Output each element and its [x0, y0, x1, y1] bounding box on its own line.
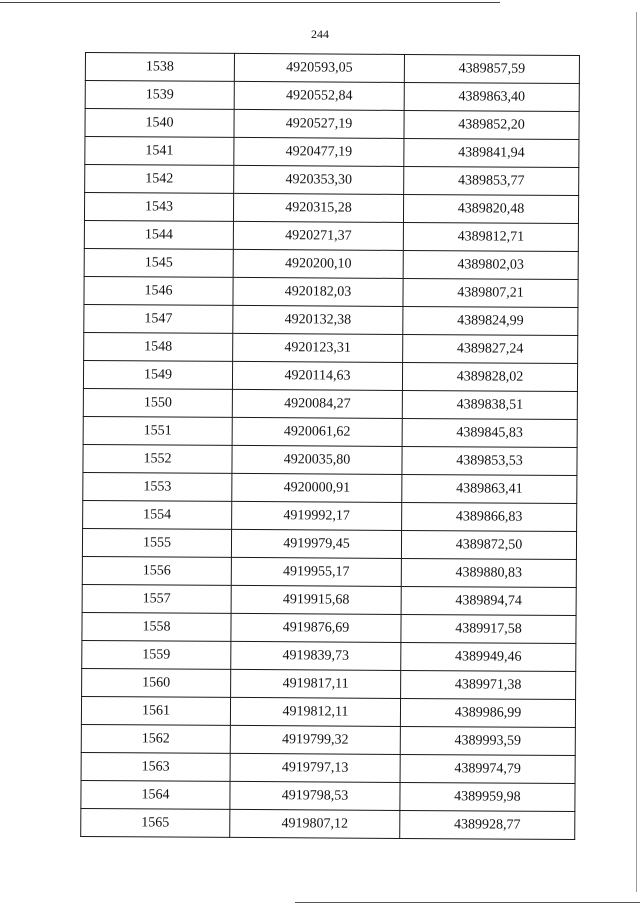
x-coordinate-cell: 4919807,12 — [230, 809, 400, 838]
x-coordinate-cell: 4919979,45 — [231, 529, 401, 558]
table-row — [83, 388, 577, 419]
x-coordinate-cell: 4920035,80 — [232, 445, 402, 474]
table-row — [85, 137, 579, 168]
page-number: 244 — [311, 27, 329, 41]
table-row — [82, 640, 576, 671]
y-coordinate-cell: 4389974,79 — [400, 754, 575, 783]
y-coordinate-cell: 4389993,59 — [400, 726, 575, 755]
x-coordinate-cell: 4920271,37 — [233, 221, 403, 250]
table-row — [85, 53, 579, 84]
point-number-cell: 1542 — [85, 165, 234, 194]
y-coordinate-cell: 4389845,83 — [402, 418, 577, 447]
y-coordinate-cell: 4389828,02 — [402, 362, 577, 391]
table-row — [82, 612, 576, 643]
x-coordinate-cell: 4920182,03 — [233, 277, 403, 306]
point-number-cell: 1553 — [83, 472, 232, 501]
point-number-cell: 1548 — [84, 332, 233, 361]
coordinates-table — [80, 52, 580, 840]
point-number-cell: 1559 — [82, 640, 231, 669]
y-coordinate-cell: 4389853,77 — [404, 166, 579, 195]
y-coordinate-cell: 4389812,71 — [403, 222, 578, 251]
point-number-cell: 1541 — [85, 137, 234, 166]
point-number-cell: 1543 — [84, 193, 233, 222]
point-number-cell: 1562 — [81, 724, 230, 753]
table-row — [84, 220, 578, 251]
point-number-cell: 1561 — [81, 696, 230, 725]
point-number-cell: 1538 — [85, 53, 234, 82]
table-row — [83, 500, 577, 531]
y-coordinate-cell: 4389857,59 — [404, 54, 579, 83]
scan-edge-bottom — [295, 902, 640, 903]
y-coordinate-cell: 4389872,50 — [401, 530, 576, 559]
table-row — [83, 416, 577, 447]
table-row — [81, 696, 575, 727]
table-row — [84, 193, 578, 224]
table-row — [84, 276, 578, 307]
point-number-cell: 1554 — [83, 500, 232, 529]
table-row — [82, 584, 576, 615]
x-coordinate-cell: 4920315,28 — [233, 193, 403, 222]
y-coordinate-cell: 4389827,24 — [403, 334, 578, 363]
x-coordinate-cell: 4920593,05 — [234, 53, 404, 82]
x-coordinate-cell: 4919817,11 — [231, 669, 401, 698]
table-row — [85, 165, 579, 196]
x-coordinate-cell: 4919812,11 — [230, 697, 400, 726]
point-number-cell: 1556 — [82, 556, 231, 585]
table-row — [83, 360, 577, 391]
point-number-cell: 1550 — [83, 388, 232, 417]
table-row — [82, 528, 576, 559]
y-coordinate-cell: 4389863,40 — [404, 82, 579, 111]
x-coordinate-cell: 4919876,69 — [231, 613, 401, 642]
y-coordinate-cell: 4389820,48 — [403, 194, 578, 223]
point-number-cell: 1549 — [83, 360, 232, 389]
point-number-cell: 1557 — [82, 584, 231, 613]
point-number-cell: 1555 — [82, 528, 231, 557]
table-row — [82, 668, 576, 699]
x-coordinate-cell: 4919992,17 — [232, 501, 402, 530]
point-number-cell: 1544 — [84, 220, 233, 249]
y-coordinate-cell: 4389928,77 — [400, 810, 575, 839]
table-row — [85, 81, 579, 112]
table-row — [81, 780, 575, 811]
coordinates-table-body — [81, 53, 580, 840]
table-row — [84, 332, 578, 363]
y-coordinate-cell: 4389853,53 — [402, 446, 577, 475]
x-coordinate-cell: 4919799,32 — [230, 725, 400, 754]
y-coordinate-cell: 4389880,83 — [401, 558, 576, 587]
point-number-cell: 1551 — [83, 416, 232, 445]
x-coordinate-cell: 4920552,84 — [234, 81, 404, 110]
point-number-cell: 1539 — [85, 81, 234, 110]
table-row — [82, 556, 576, 587]
y-coordinate-cell: 4389959,98 — [400, 782, 575, 811]
x-coordinate-cell: 4920132,38 — [233, 305, 403, 334]
x-coordinate-cell: 4919955,17 — [231, 557, 401, 586]
table-row — [84, 304, 578, 335]
x-coordinate-cell: 4919915,68 — [231, 585, 401, 614]
y-coordinate-cell: 4389852,20 — [404, 110, 579, 139]
x-coordinate-cell: 4920084,27 — [232, 389, 402, 418]
y-coordinate-cell: 4389894,74 — [401, 586, 576, 615]
y-coordinate-cell: 4389841,94 — [404, 138, 579, 167]
y-coordinate-cell: 4389838,51 — [402, 390, 577, 419]
point-number-cell: 1552 — [83, 444, 232, 473]
y-coordinate-cell: 4389824,99 — [403, 306, 578, 335]
scan-edge-right — [636, 12, 637, 892]
table-row — [85, 109, 579, 140]
point-number-cell: 1546 — [84, 276, 233, 305]
point-number-cell: 1560 — [82, 668, 231, 697]
point-number-cell: 1547 — [84, 304, 233, 333]
point-number-cell: 1558 — [82, 612, 231, 641]
table-row — [84, 248, 578, 279]
x-coordinate-cell: 4920123,31 — [233, 333, 403, 362]
x-coordinate-cell: 4920527,19 — [234, 109, 404, 138]
x-coordinate-cell: 4920114,63 — [232, 361, 402, 390]
x-coordinate-cell: 4920061,62 — [232, 417, 402, 446]
x-coordinate-cell: 4919798,53 — [230, 781, 400, 810]
x-coordinate-cell: 4919797,13 — [230, 753, 400, 782]
x-coordinate-cell: 4920353,30 — [234, 165, 404, 194]
y-coordinate-cell: 4389866,83 — [402, 502, 577, 531]
x-coordinate-cell: 4920200,10 — [233, 249, 403, 278]
y-coordinate-cell: 4389949,46 — [401, 642, 576, 671]
y-coordinate-cell: 4389971,38 — [401, 670, 576, 699]
point-number-cell: 1540 — [85, 109, 234, 138]
table-row — [83, 472, 577, 503]
x-coordinate-cell: 4920000,91 — [232, 473, 402, 502]
point-number-cell: 1563 — [81, 752, 230, 781]
y-coordinate-cell: 4389807,21 — [403, 278, 578, 307]
x-coordinate-cell: 4919839,73 — [231, 641, 401, 670]
table-row — [83, 444, 577, 475]
table-row — [81, 808, 575, 839]
y-coordinate-cell: 4389802,03 — [403, 250, 578, 279]
table-row — [81, 724, 575, 755]
table-row — [81, 752, 575, 783]
scan-edge-top — [0, 2, 500, 3]
x-coordinate-cell: 4920477,19 — [234, 137, 404, 166]
point-number-cell: 1564 — [81, 780, 230, 809]
y-coordinate-cell: 4389986,99 — [400, 698, 575, 727]
point-number-cell: 1545 — [84, 248, 233, 277]
y-coordinate-cell: 4389917,58 — [401, 614, 576, 643]
point-number-cell: 1565 — [81, 808, 230, 837]
y-coordinate-cell: 4389863,41 — [402, 474, 577, 503]
